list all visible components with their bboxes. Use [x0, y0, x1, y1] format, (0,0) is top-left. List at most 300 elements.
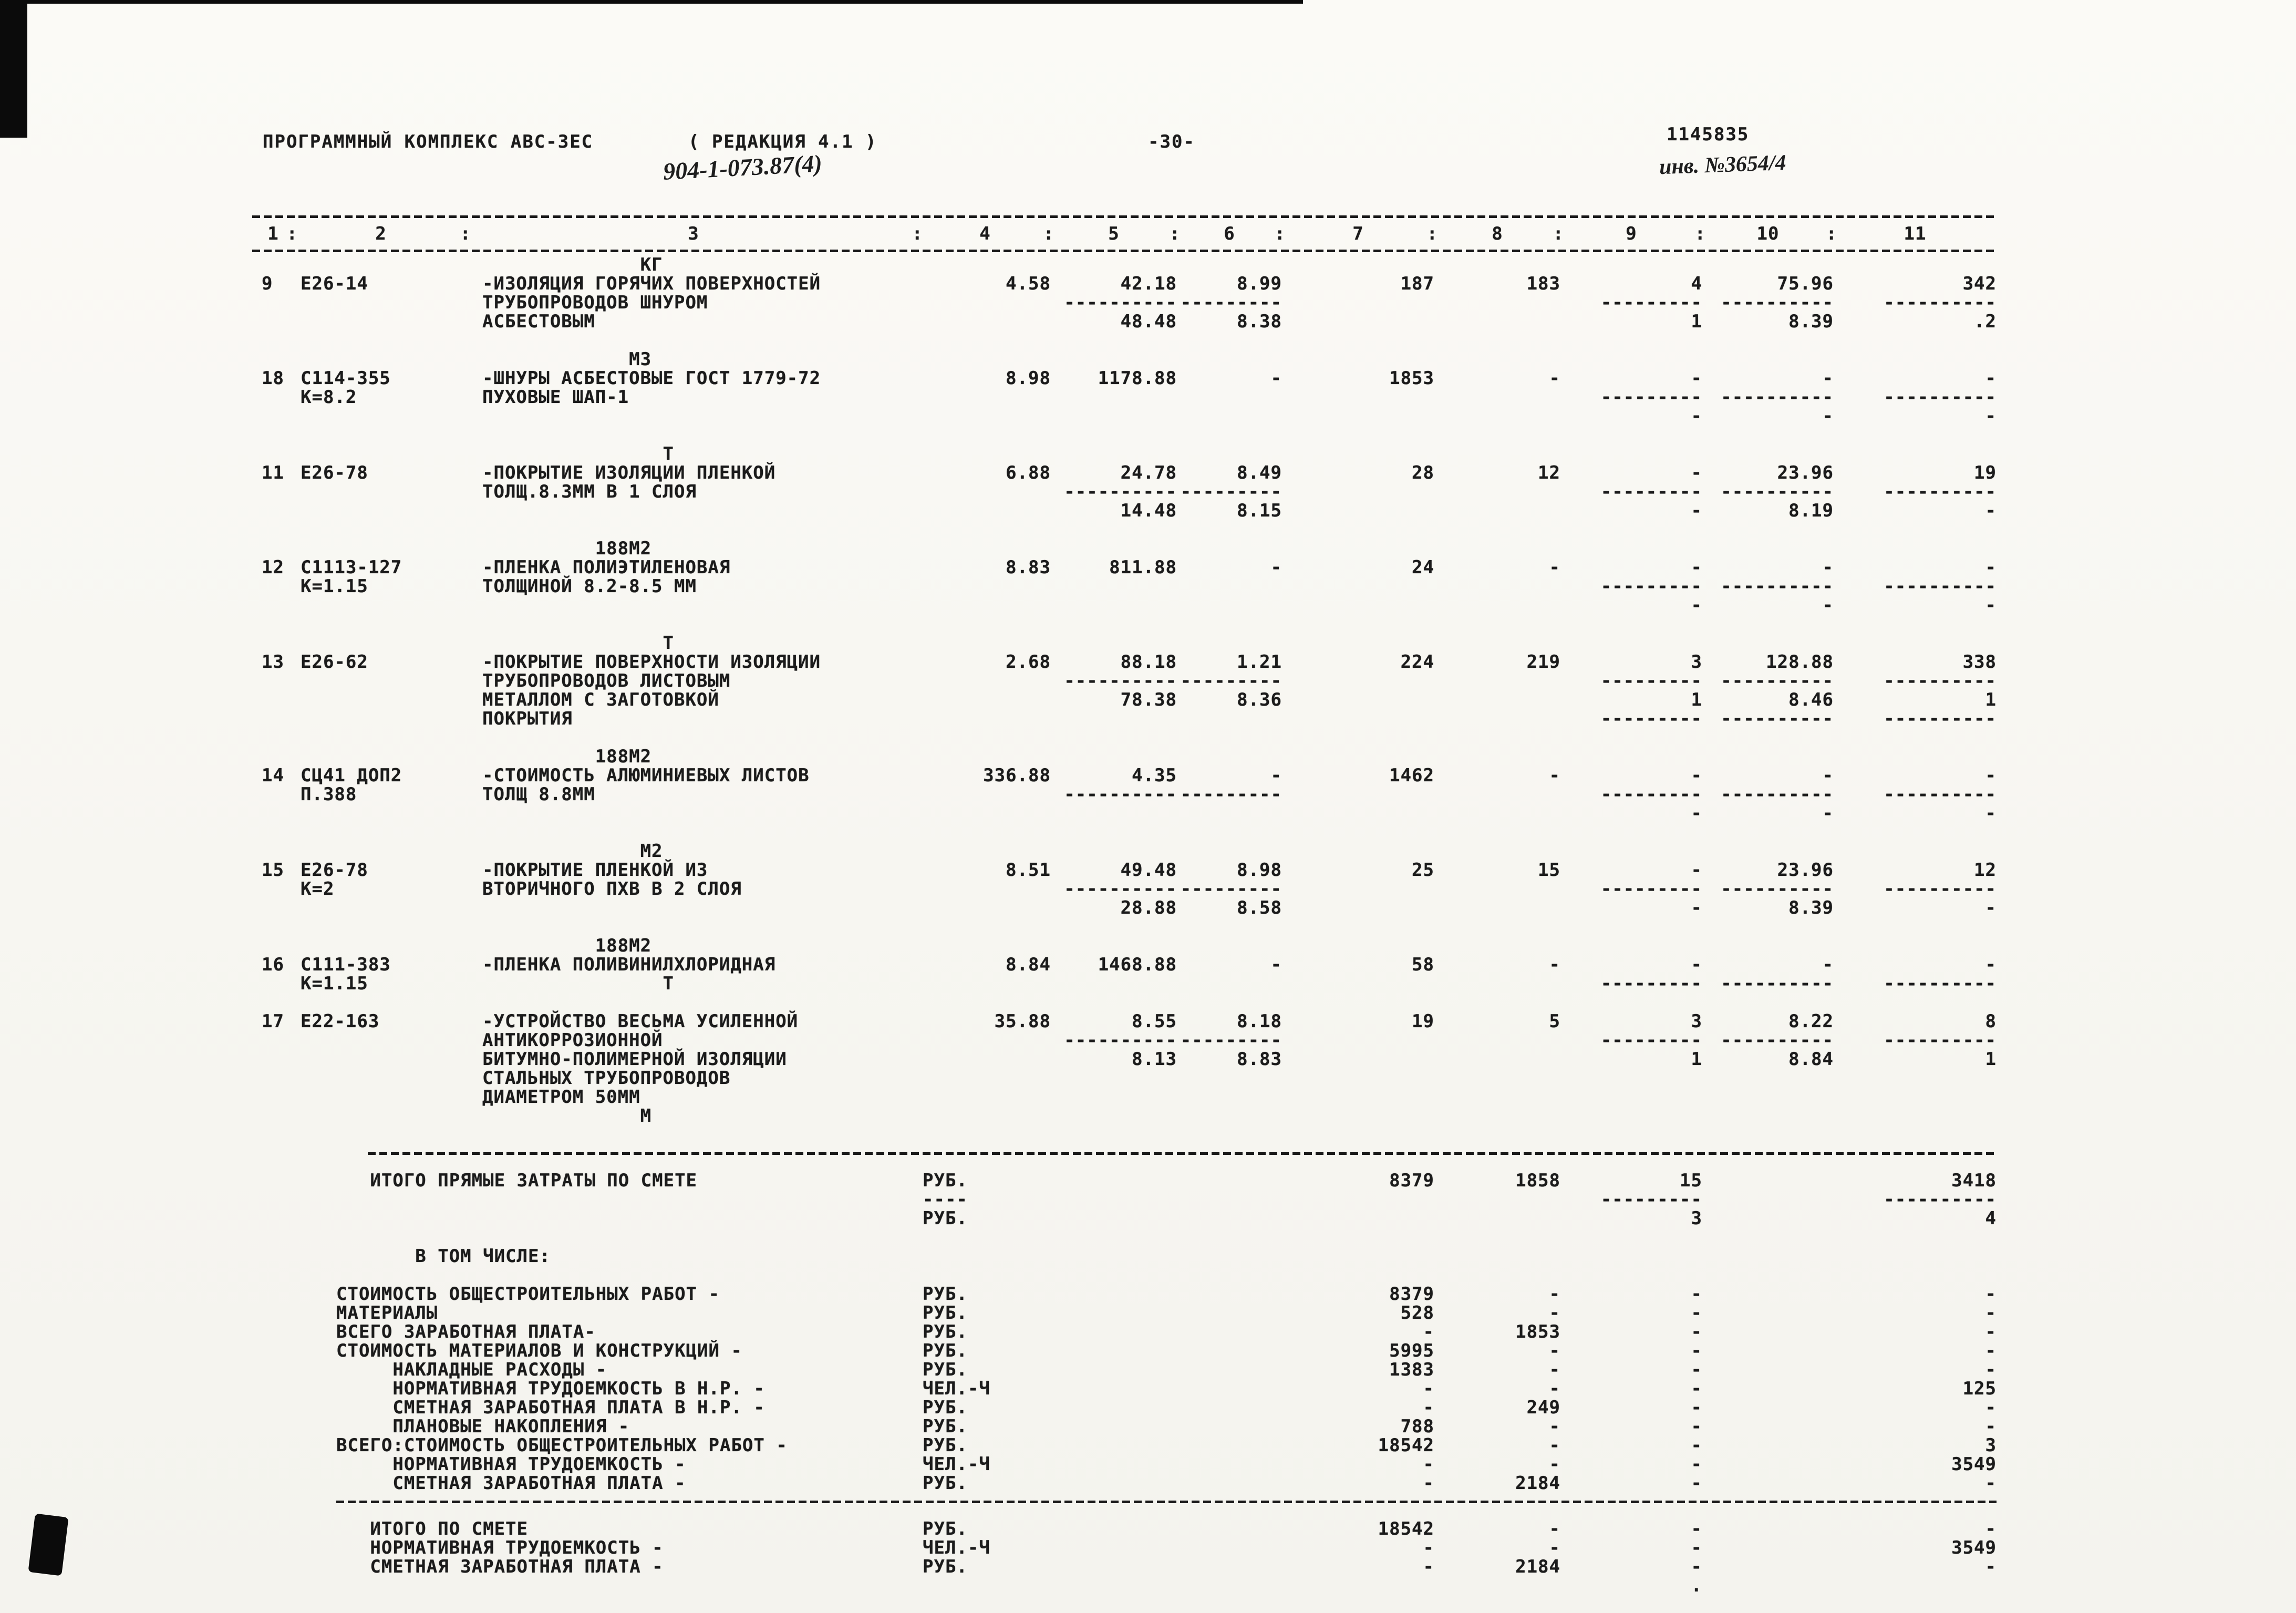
cell-code: [294, 1031, 468, 1050]
cell-c9: -: [1691, 803, 1702, 824]
table-row: [252, 388, 1997, 407]
cell-c4: [919, 293, 1051, 312]
cell-c11: [1834, 1576, 1997, 1595]
cell-c7: [1282, 539, 1434, 558]
cell-code: СЦ41 ДОП2: [301, 765, 402, 786]
cell-num: [252, 312, 294, 331]
cell-c6: [1177, 1455, 1282, 1474]
cell-c10: -: [1822, 595, 1834, 616]
cell-c5: [1051, 1398, 1177, 1417]
cell-c5: [1051, 596, 1177, 615]
cell-c8: [1434, 1050, 1560, 1069]
cell-c9: -: [1691, 1518, 1702, 1539]
cell-c10: 8.19: [1788, 500, 1834, 521]
cell-desc: [468, 407, 919, 426]
cell-c5: 88.18: [1120, 652, 1177, 673]
cell-num: [252, 444, 294, 463]
totals-unit: [919, 1247, 1051, 1266]
cell-code: [294, 407, 468, 426]
cell-c11: [1834, 1069, 1997, 1088]
totals-unit: РУБ.: [923, 1208, 968, 1229]
cell-c7: [1282, 690, 1434, 709]
cell-c4: 8.83: [1006, 557, 1051, 578]
cell-c6: [1177, 1209, 1282, 1228]
cell-c9: [1560, 1088, 1702, 1107]
cell-c6: [1177, 1538, 1282, 1557]
cell-c6: ---------: [1180, 784, 1282, 805]
cell-num: [252, 785, 294, 804]
cell-c5: [1051, 388, 1177, 407]
table-row: [252, 255, 1997, 274]
cell-c9: [1560, 255, 1702, 274]
cell-c10: 8.39: [1788, 897, 1834, 918]
cell-c5: 1468.88: [1098, 954, 1177, 975]
cell-c10: [1702, 1209, 1834, 1228]
cell-c7: 788: [1400, 1416, 1434, 1437]
column-separator: :: [1169, 223, 1181, 244]
table-row: [252, 861, 1997, 880]
table-row: [252, 444, 1997, 463]
dashed-rule: [336, 1501, 1997, 1503]
cell-c9: ---------: [1600, 481, 1702, 502]
scan-artifact-blob: [28, 1514, 68, 1576]
cell-c10: [1702, 634, 1834, 653]
totals-unit: РУБ.: [923, 1170, 968, 1191]
cell-c8: [1434, 1190, 1560, 1209]
cell-c10: ----------: [1721, 1030, 1834, 1051]
cell-c8: 1858: [1515, 1170, 1560, 1191]
cell-c8: -: [1549, 1359, 1560, 1380]
cell-desc: -ПЛЕНКА ПОЛИЭТИЛЕНОВАЯ: [482, 557, 731, 578]
cell-c8: [1434, 1031, 1560, 1050]
cell-c7: 5995: [1389, 1340, 1434, 1361]
cell-c11: -: [1985, 406, 1997, 427]
cell-c6: [1177, 596, 1282, 615]
cell-c7: [1282, 1209, 1434, 1228]
cell-c6: ---------: [1180, 481, 1282, 502]
cell-c11: -: [1985, 1518, 1997, 1539]
cell-c7: [1282, 936, 1434, 955]
cell-c10: [1702, 842, 1834, 861]
cell-c6: 8.58: [1237, 897, 1282, 918]
cell-desc: СТАЛЬНЫХ ТРУБОПРОВОДОВ: [482, 1068, 731, 1089]
cell-c4: 4.58: [1006, 273, 1051, 294]
totals-label: СТОИМОСТЬ МАТЕРИАЛОВ И КОНСТРУКЦИЙ -: [336, 1340, 742, 1361]
cell-c4: [919, 1107, 1051, 1125]
totals-unit: ЧЕЛ.-Ч: [923, 1378, 990, 1399]
cell-c9: -: [1691, 765, 1702, 786]
cell-c5: [1051, 709, 1177, 728]
cell-c6: [1177, 1436, 1282, 1455]
cell-c8: [1434, 293, 1560, 312]
cell-c7: [1282, 880, 1434, 898]
cell-c9: ---------: [1600, 708, 1702, 729]
cell-c4: [919, 388, 1051, 407]
column-separator: :: [460, 223, 471, 244]
cell-c5: [1051, 1557, 1177, 1576]
cell-c8: -: [1549, 1454, 1560, 1475]
totals-label: СМЕТНАЯ ЗАРАБОТНАЯ ПЛАТА -: [336, 1556, 664, 1577]
handwritten-inventory-number: инв. №3654/4: [1659, 150, 1787, 180]
cell-c5: [1051, 1474, 1177, 1493]
cell-c9: -: [1691, 368, 1702, 389]
cell-c9: -: [1691, 1359, 1702, 1380]
cell-c5: [1051, 842, 1177, 861]
cell-c10: [1702, 936, 1834, 955]
cell-c10: 23.96: [1777, 462, 1834, 483]
cell-c6: [1177, 1107, 1282, 1125]
cell-c8: [1434, 974, 1560, 993]
cell-c9: -: [1691, 1537, 1702, 1558]
blank-line: [252, 917, 1997, 936]
cell-desc: М2: [482, 841, 663, 862]
cell-c5: [1051, 444, 1177, 463]
cell-c11: 3549: [1951, 1537, 1997, 1558]
cell-c9: 1: [1691, 689, 1702, 710]
totals-label: ИТОГО ПРЯМЫЕ ЗАТРАТЫ ПО СМЕТЕ: [336, 1170, 698, 1191]
totals-label: ВСЕГО:СТОИМОСТЬ ОБЩЕСТРОИТЕЛЬНЫХ РАБОТ -: [336, 1435, 788, 1456]
table-row: [252, 463, 1997, 482]
cell-c8: -: [1549, 765, 1560, 786]
blank-line: [252, 520, 1997, 539]
separator-line: [252, 1501, 1997, 1519]
cell-c5: 8.55: [1132, 1011, 1177, 1032]
cell-c9: [1560, 1107, 1702, 1125]
cell-c11: [1834, 1247, 1997, 1266]
cell-c11: 338: [1962, 652, 1997, 673]
table-row: [252, 596, 1997, 615]
cell-c6: ---------: [1180, 292, 1282, 313]
cell-c4: [919, 482, 1051, 501]
totals-row: [252, 1360, 1997, 1379]
cell-num: 18: [262, 368, 284, 389]
cell-code: Е26-62: [301, 652, 368, 673]
cell-c7: -: [1423, 1556, 1434, 1577]
cell-c7: 224: [1400, 652, 1434, 673]
cell-c10: ----------: [1721, 878, 1834, 899]
table-row: [252, 274, 1997, 293]
cell-c5: [1051, 1171, 1177, 1190]
cell-c10: [1702, 1417, 1834, 1436]
table-row: [252, 842, 1997, 861]
page-number: -30-: [1148, 131, 1195, 152]
blank-line: [252, 1228, 1997, 1247]
cell-c5: [1051, 1341, 1177, 1360]
cell-c9: -: [1691, 1378, 1702, 1399]
cell-num: [252, 936, 294, 955]
cell-c4: [919, 671, 1051, 690]
cell-c4: 8.84: [1006, 954, 1051, 975]
cell-c9: -: [1691, 1556, 1702, 1577]
cell-code: [294, 501, 468, 520]
cell-c6: -: [1270, 765, 1282, 786]
column-number: 4 :: [979, 223, 1054, 244]
cell-c10: 23.96: [1777, 860, 1834, 881]
blank-line: [252, 615, 1997, 634]
cell-desc: М3: [482, 349, 652, 370]
cell-c6: [1177, 577, 1282, 596]
cell-c5: ----------: [1064, 481, 1177, 502]
totals-label: НОРМАТИВНАЯ ТРУДОЕМКОСТЬ В Н.Р. -: [336, 1378, 765, 1399]
cell-c11: 19: [1974, 462, 1997, 483]
handwritten-project-code: 904-1-073.87(4): [662, 150, 823, 185]
cell-code: [294, 690, 468, 709]
cell-desc: Т: [482, 973, 674, 994]
cell-c8: 1853: [1515, 1321, 1560, 1342]
cell-c9: ---------: [1600, 973, 1702, 994]
column-number: 1 :: [267, 223, 298, 244]
cell-c10: [1702, 1360, 1834, 1379]
totals-label: [252, 1209, 919, 1228]
cell-c5: ----------: [1064, 292, 1177, 313]
column-number: 8 :: [1492, 223, 1564, 244]
cell-c7: 25: [1412, 860, 1434, 881]
cell-desc: -ПЛЕНКА ПОЛИВИНИЛХЛОРИДНАЯ: [482, 954, 776, 975]
page-title: ПРОГРАММНЫЙ КОМПЛЕКС АВС-3ЕС: [263, 131, 594, 152]
cell-c7: 8379: [1389, 1284, 1434, 1305]
cell-c10: [1702, 1107, 1834, 1125]
cell-c4: 8.51: [1006, 860, 1051, 881]
cell-c6: [1177, 974, 1282, 993]
cell-c10: ----------: [1721, 481, 1834, 502]
cell-c5: 4.35: [1132, 765, 1177, 786]
totals-label: [252, 1576, 919, 1595]
blank-line: [252, 426, 1997, 444]
cell-c9: -: [1691, 897, 1702, 918]
totals-unit: РУБ.: [923, 1321, 968, 1342]
cell-c6: [1177, 1247, 1282, 1266]
cell-c11: -: [1985, 1340, 1997, 1361]
cell-c10: [1702, 1519, 1834, 1538]
cell-c8: [1434, 1107, 1560, 1125]
cell-c8: [1434, 804, 1560, 823]
cell-c10: 128.88: [1766, 652, 1834, 673]
cell-c11: [1834, 444, 1997, 463]
cell-c11: [1834, 936, 1997, 955]
cell-c11: -: [1985, 1284, 1997, 1305]
cell-c5: 28.88: [1120, 897, 1177, 918]
cell-c6: [1177, 1322, 1282, 1341]
table-row: [252, 293, 1997, 312]
cell-num: [252, 690, 294, 709]
column-separator: :: [1694, 223, 1706, 244]
cell-c7: [1282, 1247, 1434, 1266]
cell-c5: [1051, 1304, 1177, 1322]
cell-c10: -: [1822, 368, 1834, 389]
cell-c7: [1282, 407, 1434, 426]
cell-desc: ДИАМЕТРОМ 50ММ: [482, 1087, 640, 1108]
cell-desc: БИТУМНО-ПОЛИМЕРНОЙ ИЗОЛЯЦИИ: [482, 1049, 787, 1070]
cell-c10: [1702, 1474, 1834, 1493]
cell-desc: -ИЗОЛЯЦИЯ ГОРЯЧИХ ПОВЕРХНОСТЕЙ: [482, 273, 821, 294]
cell-c10: -: [1822, 406, 1834, 427]
column-number: 10 :: [1756, 223, 1837, 244]
cell-c7: [1282, 1107, 1434, 1125]
cell-c8: [1434, 539, 1560, 558]
cell-num: 16: [262, 954, 284, 975]
table-row: [252, 1012, 1997, 1031]
cell-num: [252, 842, 294, 861]
separator-line: [252, 1152, 1997, 1171]
table-row: [252, 1088, 1997, 1107]
cell-num: 13: [262, 652, 284, 673]
cell-c7: [1282, 1031, 1434, 1050]
cell-code: С111-383: [301, 954, 391, 975]
cell-c7: [1282, 501, 1434, 520]
cell-c6: 8.15: [1237, 500, 1282, 521]
cell-c7: [1282, 444, 1434, 463]
cell-c10: ----------: [1721, 670, 1834, 691]
totals-label: В ТОМ ЧИСЛЕ:: [336, 1246, 551, 1267]
cell-c6: [1177, 388, 1282, 407]
table-row: [252, 804, 1997, 823]
cell-code: [294, 671, 468, 690]
cell-code: [294, 255, 468, 274]
cell-c6: [1177, 1190, 1282, 1209]
totals-row: [252, 1171, 1997, 1190]
cell-c11: [1834, 842, 1997, 861]
cell-c5: [1051, 936, 1177, 955]
cell-c9: 4: [1691, 273, 1702, 294]
cell-c5: [1051, 1209, 1177, 1228]
totals-unit: [919, 1576, 1051, 1595]
cell-c10: 8.84: [1788, 1049, 1834, 1070]
totals-unit: РУБ.: [923, 1435, 968, 1456]
cell-c10: [1702, 1247, 1834, 1266]
cell-c4: [919, 1050, 1051, 1069]
cell-c7: [1282, 350, 1434, 369]
table-row: [252, 747, 1997, 766]
cell-c9: [1560, 634, 1702, 653]
cell-c7: 1462: [1389, 765, 1434, 786]
scan-artifact-top-edge: [0, 0, 1303, 4]
cell-c7: [1282, 1190, 1434, 1209]
cell-c7: [1282, 709, 1434, 728]
table-row: [252, 671, 1997, 690]
cell-c11: 1: [1985, 1049, 1997, 1070]
cell-code: [294, 1050, 468, 1069]
cell-c8: 15: [1538, 860, 1560, 881]
cell-desc: -ШНУРЫ АСБЕСТОВЫЕ ГОСТ 1779-72: [482, 368, 821, 389]
cell-c11: [1834, 1107, 1997, 1125]
cell-c5: [1051, 804, 1177, 823]
cell-c9: ---------: [1600, 292, 1702, 313]
totals-row: [252, 1474, 1997, 1493]
cell-c5: [1051, 577, 1177, 596]
cell-c8: [1434, 842, 1560, 861]
cell-c11: ----------: [1884, 481, 1997, 502]
cell-num: [252, 1088, 294, 1107]
cell-c8: [1434, 880, 1560, 898]
cell-c10: [1702, 1576, 1834, 1595]
cell-c8: [1434, 596, 1560, 615]
totals-row: [252, 1436, 1997, 1455]
cell-c8: [1434, 747, 1560, 766]
cell-c5: 1178.88: [1098, 368, 1177, 389]
totals-unit: РУБ.: [923, 1556, 968, 1577]
totals-row: [252, 1417, 1997, 1436]
table-row: [252, 653, 1997, 671]
cell-c4: [919, 1031, 1051, 1050]
cell-c10: [1702, 1322, 1834, 1341]
cell-c8: [1434, 709, 1560, 728]
cell-c10: ----------: [1721, 708, 1834, 729]
cell-c9: [1560, 1247, 1702, 1266]
cell-c4: 8.98: [1006, 368, 1051, 389]
cell-c9: [1560, 842, 1702, 861]
cell-c8: [1434, 785, 1560, 804]
cell-c10: 75.96: [1777, 273, 1834, 294]
cell-c10: [1702, 350, 1834, 369]
totals-unit: ЧЕЛ.-Ч: [923, 1537, 990, 1558]
cell-num: [252, 1069, 294, 1088]
cell-c4: [919, 596, 1051, 615]
cell-code: К=8.2: [301, 387, 357, 408]
table-row: [252, 1107, 1997, 1125]
totals-row: [252, 1379, 1997, 1398]
column-separator: :: [1826, 223, 1837, 244]
cell-code: [294, 596, 468, 615]
cell-c11: ----------: [1884, 576, 1997, 597]
cell-c11: 3: [1985, 1435, 1997, 1456]
cell-c6: [1177, 842, 1282, 861]
cell-c9: 3: [1691, 1011, 1702, 1032]
cell-c9: ---------: [1600, 1030, 1702, 1051]
cell-c7: -: [1423, 1454, 1434, 1475]
cell-c7: -: [1423, 1473, 1434, 1494]
column-separator: :: [1043, 223, 1054, 244]
cell-c5: 42.18: [1120, 273, 1177, 294]
cell-c10: [1702, 255, 1834, 274]
cell-code: [294, 444, 468, 463]
cell-c6: [1177, 444, 1282, 463]
cell-c4: [919, 842, 1051, 861]
cell-c4: 2.68: [1006, 652, 1051, 673]
cell-code: Е26-14: [301, 273, 368, 294]
cell-c7: [1282, 898, 1434, 917]
cell-c7: -: [1423, 1537, 1434, 1558]
cell-c8: 2184: [1515, 1473, 1560, 1494]
cell-c6: [1177, 1360, 1282, 1379]
cell-code: Е26-78: [301, 462, 368, 483]
column-number: 5 :: [1108, 223, 1181, 244]
cell-c6: [1177, 407, 1282, 426]
column-separator: :: [1274, 223, 1286, 244]
cell-c7: [1282, 388, 1434, 407]
cell-c10: [1702, 1455, 1834, 1474]
column-separator: :: [1553, 223, 1564, 244]
table-row: [252, 369, 1997, 388]
cell-c7: 1853: [1389, 368, 1434, 389]
cell-num: [252, 634, 294, 653]
cell-c10: 8.22: [1788, 1011, 1834, 1032]
cell-desc: [468, 804, 919, 823]
cell-c4: [919, 709, 1051, 728]
blank-line: [252, 993, 1997, 1012]
cell-c11: -: [1985, 1397, 1997, 1418]
cell-c8: 2184: [1515, 1556, 1560, 1577]
cell-c7: 18542: [1378, 1518, 1434, 1539]
cell-c7: -: [1423, 1397, 1434, 1418]
cell-desc: [468, 596, 919, 615]
cell-code: [294, 804, 468, 823]
cell-c6: [1177, 1088, 1282, 1107]
cell-c9: [1560, 539, 1702, 558]
cell-c4: [919, 785, 1051, 804]
cell-c8: [1434, 312, 1560, 331]
cell-c6: [1177, 747, 1282, 766]
cell-c10: [1702, 1538, 1834, 1557]
